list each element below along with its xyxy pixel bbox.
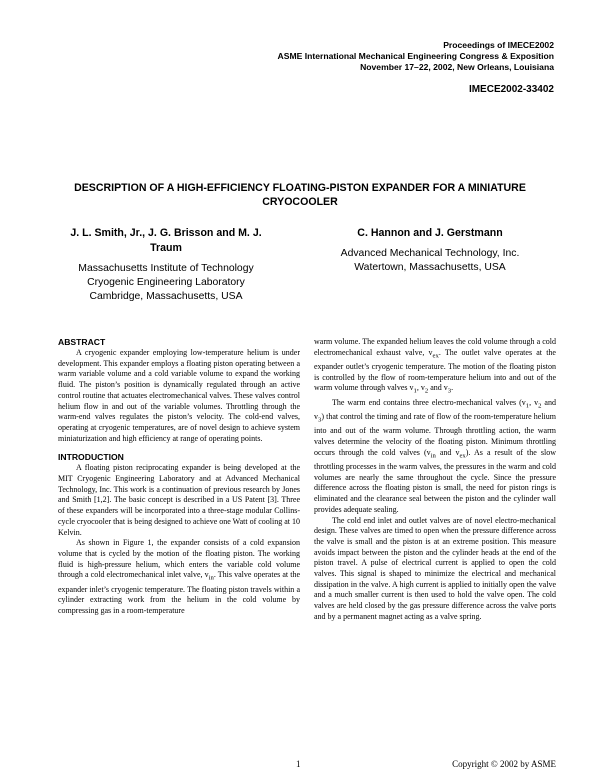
paper-title xyxy=(30,181,570,209)
subscript: 3 xyxy=(318,416,322,424)
title-line: DESCRIPTION OF A HIGH-EFFICIENCY FLOATING-PISTON EXPANDER FOR A MINIATURE xyxy=(74,182,526,194)
paper-id: IMECE2002-33402 xyxy=(468,84,554,95)
author-names xyxy=(56,226,276,256)
subscript: 2 xyxy=(424,388,429,395)
author-names: C. Hannon and J. Gerstmann xyxy=(357,227,503,239)
left-column xyxy=(58,337,300,617)
text-run: , v xyxy=(529,397,539,407)
subscript: 2 xyxy=(538,402,542,410)
right-column xyxy=(314,337,556,623)
conference-line: ASME International Mechanical Engineering Congress & Exposition xyxy=(277,51,554,61)
text-run: . The outlet valve operates at the expander outlet’s cryogenic temperature. The motion of the floating piston is controlled by the flow of room-temperature helium into and out of the warm volume through valves v xyxy=(314,347,556,393)
text-run: ) that control the timing and rate of flow of the room-temperature helium into and out of the warm volume. Through throttling action, the warm valves determine the velocity of the floating piston. Minimum throttling occurs through the cold valves (v xyxy=(314,412,556,457)
introduction-paragraph xyxy=(58,538,300,617)
proceedings-line: Proceedings of IMECE2002 xyxy=(443,40,554,50)
subscript: in xyxy=(208,574,214,582)
affiliation-line: Cambridge, Massachusetts, USA xyxy=(89,291,243,302)
author-names-line: Traum xyxy=(150,242,182,254)
date-location-line: November 17–22, 2002, New Orleans, Louisiana xyxy=(360,62,554,72)
text-run: ). As a result of the slow throttling processes in the warm valves, the pressures in the warm and cold volumes are nearly the same throughout the cycle. Since the pressure difference across the floating piston is small, the need for piston rings is eliminated and the clearance seal between the piston and the cylinder wall provides adequate sealing. xyxy=(314,447,556,514)
text-run: The warm end contains three electro-mechanical valves (v xyxy=(332,397,526,407)
author-names-line: J. L. Smith, Jr., J. G. Brisson and M. J. xyxy=(70,227,262,239)
page-number: 1 xyxy=(296,759,301,769)
abstract-heading: ABSTRACT xyxy=(58,337,106,347)
text-run: and v xyxy=(314,397,556,421)
text-run: and v xyxy=(428,383,448,393)
introduction-heading: INTRODUCTION xyxy=(58,452,124,463)
subscript: ex xyxy=(459,452,466,460)
copyright-notice: Copyright © 2002 by ASME xyxy=(452,759,556,769)
body-paragraph: The cold end inlet and outlet valves are of novel electro-mechanical design. These valves are timed to open when the pressure difference across the valve is small and the piston is at an extreme position. This measure avoids impact between the piston and the cylinder heads at the end of the piston travel. A pulse of electrical current is applied to open the cold valves. This signal is shaped to minimize the electrical and mechanical dissipation in the valve. A high current is applied to initially open the valve and a much smaller current is then used to hold the valve open. The cold valves are held closed by the gas pressure difference across the valve ports and by a permanent magnet acting as a valve spring. xyxy=(314,515,556,621)
subscript: ex xyxy=(432,352,439,360)
author-affiliation xyxy=(320,247,540,275)
author-block-right xyxy=(320,226,540,275)
subscript: in xyxy=(430,452,436,460)
body-paragraph xyxy=(314,398,556,516)
subscript: 1 xyxy=(525,402,530,410)
author-affiliation xyxy=(56,262,276,304)
text-run: warm volume. The expanded helium leaves the cold volume through a cold electromechanical exhaust valve, v xyxy=(314,337,556,357)
affiliation-line: Advanced Mechanical Technology, Inc. xyxy=(340,248,520,259)
text-run: . xyxy=(451,383,454,393)
subscript: 1 xyxy=(413,388,417,395)
subscript: 3 xyxy=(447,388,452,395)
title-line: CRYOCOOLER xyxy=(262,196,338,208)
proceedings-header xyxy=(278,40,554,73)
affiliation-line: Cryogenic Engineering Laboratory xyxy=(87,277,245,288)
text-run: , v xyxy=(416,383,425,393)
author-block-left xyxy=(56,226,276,304)
abstract-text: A cryogenic expander employing low-temperature helium is under development. This expander employs a floating piston operating between a warm variable volume and a cold variable volume to expand the working fluid. The piston’s position is dynamically regulated through an active control routine that actuates electromechanical valves. These valves control helium flow in and out of the variable volumes. Throttling through the warm-end valves regulates the piston’s velocity. The cold-end valves, operating at cryogenic temperatures, are of novel design to achieve system miniaturization and high efficiency at range of operating points. xyxy=(58,348,300,443)
text-run: and v xyxy=(435,447,460,457)
body-paragraph xyxy=(314,337,556,398)
text-run: As shown in Figure 1, the expander consists of a cold expansion volume that is cycled by the motion of the floating piston. The working fluid is high-pressure helium, which enters the variable cold volume through a cold electromechanical inlet valve, v xyxy=(58,538,300,580)
affiliation-line: Watertown, Massachusetts, USA xyxy=(354,262,506,273)
text-run: . This valve operates at the expander inlet’s cryogenic temperature. The floating piston travels within a cylinder extracting work from the helium in the cold volume by compressing gas in a room-temperature xyxy=(58,570,301,616)
introduction-paragraph: A floating piston reciprocating expander is being developed at the MIT Cryogenic Engineering Laboratory and at Advanced Mechanical Technology, Inc. This work is a continuation of previous research by Jones and Smith [1,2]. The basic concept is described in a US Patent [3]. Three of these expanders will be incorporated into a three-stage modular Collins-cycle cryocooler that is being designed to achieve one Watt of cooling at 10 Kelvin. xyxy=(58,463,301,537)
affiliation-line: Massachusetts Institute of Technology xyxy=(78,263,254,274)
